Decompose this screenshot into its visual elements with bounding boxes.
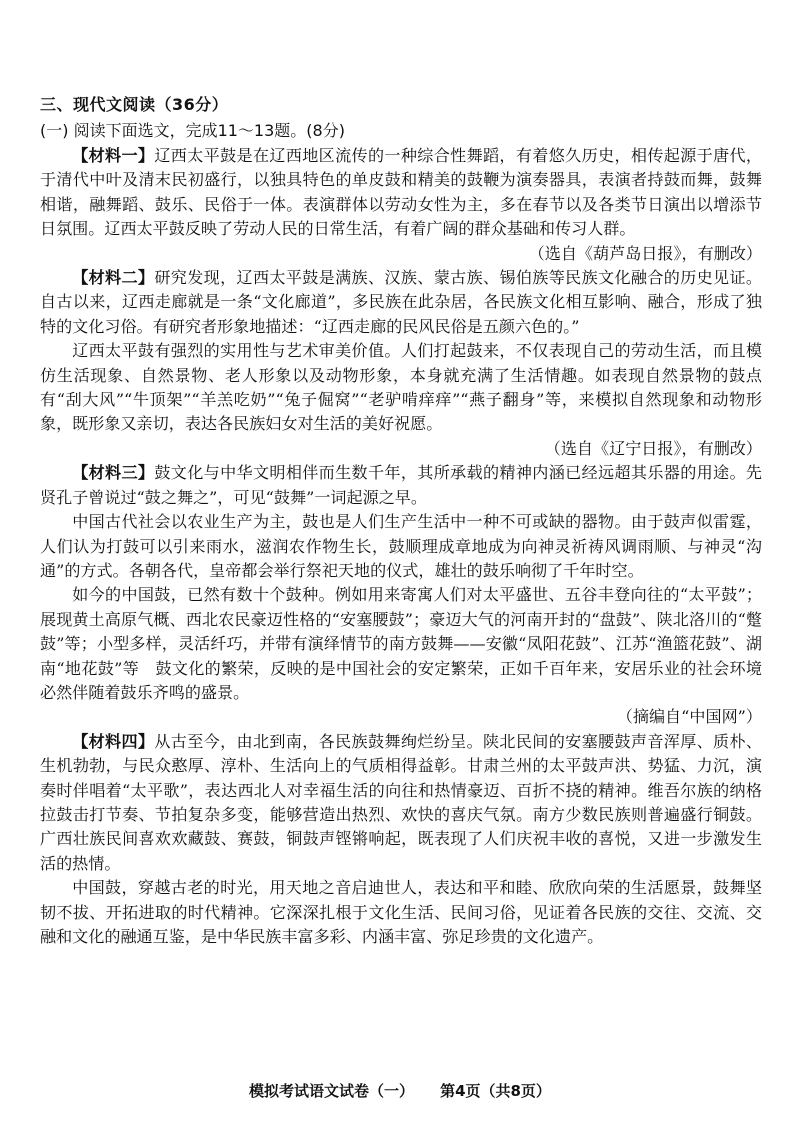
subsection-title: (一) 阅读下面选文，完成11～13题。(8分) (40, 121, 345, 140)
material-4-paragraph-2: 中国鼓，穿越古老的时光，用天地之音启迪世人，表达和平和睦、欣欣向荣的生活愿景，鼓舞坚韧不拔、开拓进取的时代精神。它深深扎根于文化生活、民间习俗，见证着各民族的交往、交流、交融和文化的融通互鉴，是中华民族丰富多彩、内涵丰富、弥足珍贵的文化遗产。 (40, 878, 762, 946)
page-footer (0, 1080, 800, 1101)
exam-title: 模拟考试语文试卷（一） (249, 1082, 415, 1100)
material-2-paragraph-1 (40, 266, 762, 339)
material-3-text-1: 鼓文化与中华文明相伴而生数千年，其所承载的精神内涵已经远超其乐器的用途。先贤孔子曾说过“鼓之舞之”，可见“鼓舞”一词起源之早。 (40, 463, 763, 507)
material-4-paragraph-1 (40, 730, 762, 876)
material-1-tag: 【材料一】 (72, 146, 155, 165)
material-1-source: （选自《葫芦岛日报》，有删改） (528, 243, 762, 263)
material-3-source: （摘编自“中国网”） (616, 707, 762, 727)
material-2-paragraph-2: 辽西太平鼓有强烈的实用性与艺术审美价值。人们打起鼓来，不仅表现自己的劳动生活，而且模仿生活现象、自然景物、老人形象以及动物形象，本身就充满了生活情趣。如表现自然景物的鼓点有“刮大风”“牛顶架”“羊羔吃奶”“兔子倔窝”“老驴啃痒痒”“燕子翻身”等，来模拟自然现象和动物形象，既形象又亲切，表达各民族妇女对生活的美好祝愿。 (40, 341, 762, 434)
section-title: 三、现代文阅读（36分） (40, 95, 229, 114)
material-1-text-1: 辽西太平鼓是在辽西地区流传的一种综合性舞蹈，有着悠久历史，相传起源于唐代，于清代中叶及清末民初盛行，以独具特色的单皮鼓和精美的鼓鞭为演奏器具，表演者持鼓而舞，鼓舞相谐，融舞蹈、鼓乐、民俗于一体。表演群体以劳动女性为主，多在春节以及各类节日演出以增添节日氛围。辽西太平鼓反映了劳动人民的日常生活，有着广阔的群众基础和传习人群。 (40, 146, 763, 239)
material-1-paragraph-1 (40, 144, 762, 242)
material-2-tag: 【材料二】 (72, 268, 155, 288)
material-4-tag: 【材料四】 (72, 731, 155, 751)
material-4-text-1: 从古至今，由北到南，各民族鼓舞绚烂纷呈。陕北民间的安塞腰鼓声音浑厚、质朴、生机勃勃，与民众憨厚、淳朴、生活向上的气质相得益彰。甘肃兰州的太平鼓声洪、势猛、力沉，演奏时伴唱着“太平歌”，表达西北人对幸福生活的向往和热情豪迈、百折不挠的精神。维吾尔族的纳格拉鼓击打节奏、节拍复杂多变，能够营造出热烈、欢快的喜庆气氛。南方少数民族则普遍盛行铜鼓。广西壮族民间喜欢欢藏鼓、赛鼓，铜鼓声铿锵响起，既表现了人们庆祝丰收的喜悦，又进一步激发生活的热情。 (40, 731, 763, 873)
material-2-text-1: 研究发现，辽西太平鼓是满族、汉族、蒙古族、锡伯族等民族文化融合的历史见证。自古以来，辽西走廊就是一条“文化廊道”，多民族在此杂居，各民族文化相互影响、融合，形成了独特的文化习俗。有研究者形象地描述：“辽西走廊的民风民俗是五颜六色的。” (40, 268, 763, 336)
page-number: 第4页（共8页） (440, 1082, 551, 1100)
material-2-source: （选自《辽宁日报》，有删改） (544, 438, 762, 458)
material-3-paragraph-2: 中国古代社会以农业生产为主，鼓也是人们生产生活中一种不可或缺的器物。由于鼓声似雷霆，人们认为打鼓可以引来雨水，滋润农作物生长，鼓顺理成章地成为向神灵祈祷风调雨顺、与神灵“沟通”的方式。各朝各代，皇帝都会举行祭祀天地的仪式，雄壮的鼓乐响彻了千年时空。 (40, 512, 762, 580)
material-3-paragraph-3: 如今的中国鼓，已然有数十个鼓种。例如用来寄寓人们对太平盛世、五谷丰登向往的“太平鼓”；展现黄土高原气概、西北农民豪迈性格的“安塞腰鼓”；豪迈大气的河南开封的“盘鼓”、陕北洛川的“蹩鼓”等；小型多样，灵活纤巧，并带有演绎情节的南方鼓舞——安徽“凤阳花鼓”、江苏“渔篮花鼓”、湖南“地花鼓”等 鼓文化的繁荣，反映的是中国社会的安定繁荣，正如千百年来，安居乐业的社会环境必然伴随着鼓乐齐鸣的盛景。 (40, 585, 762, 702)
material-3-paragraph-1 (40, 461, 762, 510)
reading-content (40, 144, 762, 949)
material-3-tag: 【材料三】 (72, 463, 155, 483)
